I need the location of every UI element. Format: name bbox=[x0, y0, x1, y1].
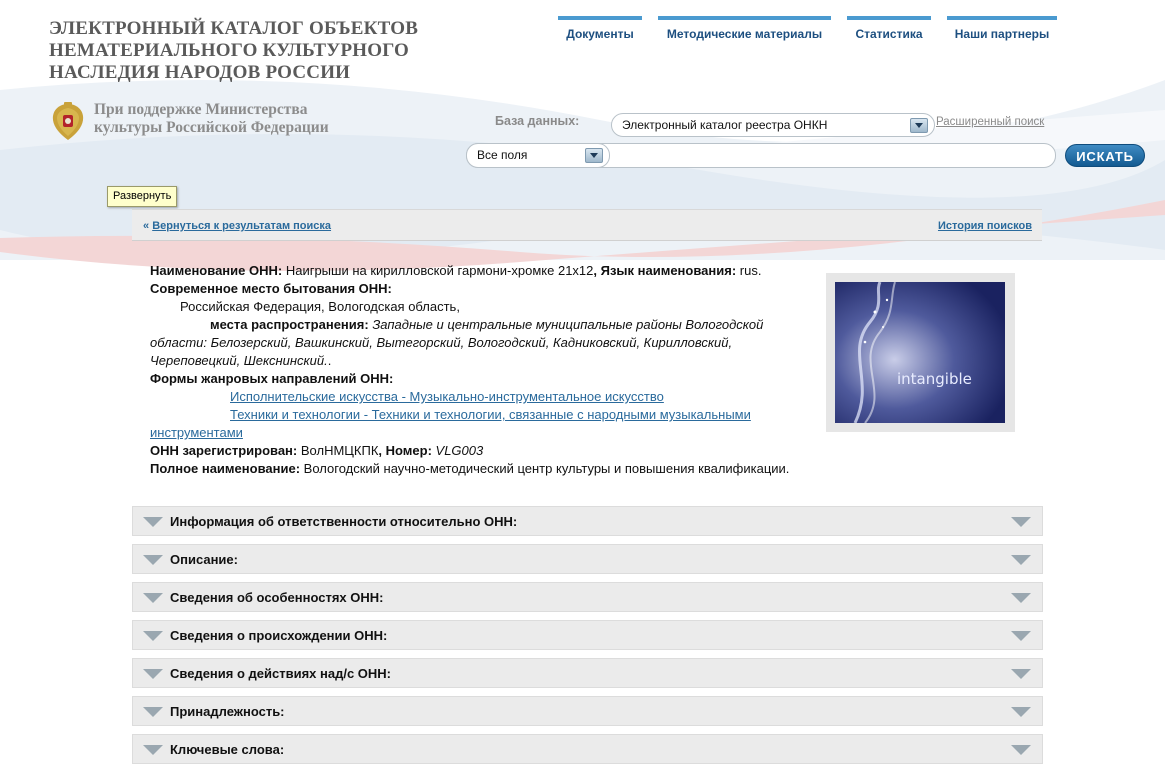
section-origin[interactable] bbox=[132, 620, 1043, 650]
intangible-thumbnail[interactable] bbox=[835, 282, 1005, 423]
spread-block bbox=[150, 317, 372, 332]
section-features[interactable] bbox=[132, 582, 1043, 612]
field-label: , Язык наименования: bbox=[593, 263, 737, 278]
expand-triangle-icon[interactable] bbox=[1011, 555, 1031, 565]
section-affiliation[interactable] bbox=[132, 696, 1043, 726]
record-number-value: VLG003 bbox=[435, 443, 484, 458]
expand-triangle-icon[interactable] bbox=[1011, 745, 1031, 755]
field-label: , Номер: bbox=[378, 443, 432, 458]
field-label: ОНН зарегистрирован: bbox=[150, 443, 298, 458]
expand-triangle-icon[interactable] bbox=[143, 593, 163, 603]
record-place-value: Российская Федерация, Вологодская область, bbox=[180, 299, 460, 314]
field-label: места распространения: bbox=[210, 317, 369, 332]
field-label bbox=[150, 370, 820, 388]
support-line: культуры Российской Федерации bbox=[94, 119, 329, 136]
expand-triangle-icon[interactable] bbox=[143, 517, 163, 527]
section-label: Информация об ответственности относительно ОНН: bbox=[170, 514, 518, 529]
section-label: Сведения о происхождении ОНН: bbox=[170, 628, 388, 643]
expand-triangle-icon[interactable] bbox=[143, 555, 163, 565]
section-label: Сведения об особенностях ОНН: bbox=[170, 590, 384, 605]
thumbnail-caption: intangible bbox=[897, 370, 972, 388]
record-thumbnail-frame bbox=[826, 273, 1015, 432]
expand-triangle-icon[interactable] bbox=[143, 745, 163, 755]
section-label: Описание: bbox=[170, 552, 238, 567]
genre-item bbox=[150, 406, 820, 442]
expand-triangle-icon[interactable] bbox=[143, 707, 163, 717]
record-fullname-value: Вологодский научно-методический центр культуры и повышения квалификации. bbox=[303, 461, 790, 476]
genre-item bbox=[150, 388, 820, 406]
genre-link[interactable]: Техники и технологии - Техники и технологии, связанные с народными музыкальными инструментами bbox=[150, 407, 751, 440]
support-text bbox=[94, 101, 354, 137]
nav-statistics[interactable]: Статистика bbox=[847, 16, 931, 44]
coat-of-arms-icon bbox=[50, 100, 86, 142]
search-field-select[interactable] bbox=[466, 143, 610, 168]
field-label: Современное место бытования ОНН: bbox=[150, 281, 392, 296]
site-title-line: ЭЛЕКТРОННЫЙ КАТАЛОГ ОБЪЕКТОВ bbox=[49, 18, 419, 39]
nav-partners[interactable]: Наши партнеры bbox=[947, 16, 1057, 44]
search-history-link[interactable]: История поисков bbox=[937, 220, 1032, 232]
record-language-value: rus. bbox=[739, 263, 762, 278]
ministry-support bbox=[50, 100, 354, 142]
field-label: Полное наименование: bbox=[150, 461, 301, 476]
record-spread-end: . bbox=[327, 353, 332, 368]
database-label: База данных: bbox=[495, 114, 580, 128]
site-title-line: НАСЛЕДИЯ НАРОДОВ РОССИИ bbox=[49, 62, 351, 83]
back-to-results bbox=[143, 220, 331, 232]
section-description[interactable] bbox=[132, 544, 1043, 574]
record-details bbox=[150, 262, 820, 478]
record-name-value: Наигрыши на кирилловской гармони-хромке 21x12 bbox=[285, 263, 594, 278]
record-registrar-value: ВолНМЦКПК bbox=[300, 443, 379, 458]
section-keywords[interactable] bbox=[132, 734, 1043, 764]
chevron-down-icon[interactable] bbox=[910, 118, 928, 133]
database-select[interactable] bbox=[611, 113, 935, 137]
record-spread-value: Западные и центральные муниципальные районы Вологодской области: Белозерский, Вашкинский, Вытегорский, Вологодский, Кадниковский, Кирилловский, Череповецкий, Шекснинский. bbox=[150, 317, 764, 368]
expand-triangle-icon[interactable] bbox=[1011, 631, 1031, 641]
results-navigation-bar bbox=[132, 209, 1042, 241]
section-label: Принадлежность: bbox=[170, 704, 285, 719]
record-registration-line bbox=[150, 442, 820, 460]
expand-tooltip: Развернуть bbox=[107, 186, 177, 207]
field-label: Наименование ОНН: bbox=[150, 263, 283, 278]
section-label: Сведения о действиях над/с ОНН: bbox=[170, 666, 391, 681]
expand-triangle-icon[interactable] bbox=[1011, 707, 1031, 717]
expand-triangle-icon[interactable] bbox=[1011, 669, 1031, 679]
expand-triangle-icon[interactable] bbox=[143, 631, 163, 641]
top-navigation bbox=[0, 16, 1165, 46]
site-title-line: НЕМАТЕРИАЛЬНОГО КУЛЬТУРНОГО bbox=[49, 40, 410, 61]
field-label bbox=[150, 280, 820, 298]
section-actions[interactable] bbox=[132, 658, 1043, 688]
database-select-value: Электронный каталог реестра ОНКН bbox=[622, 118, 828, 132]
section-responsibility[interactable] bbox=[132, 506, 1043, 536]
search-button[interactable]: ИСКАТЬ bbox=[1065, 144, 1145, 167]
genre-link[interactable]: Исполнительские искусства - Музыкально-инструментальное искусство bbox=[230, 389, 664, 404]
record-name-line bbox=[150, 262, 820, 280]
support-line: При поддержке Министерства bbox=[94, 101, 308, 118]
search-field-value: Все поля bbox=[477, 148, 528, 162]
expand-triangle-icon[interactable] bbox=[143, 669, 163, 679]
expand-triangle-icon[interactable] bbox=[1011, 517, 1031, 527]
field-label: Формы жанровых направлений ОНН: bbox=[150, 371, 394, 386]
chevron-down-icon[interactable] bbox=[585, 148, 603, 163]
expand-triangle-icon[interactable] bbox=[1011, 593, 1031, 603]
nav-documents[interactable]: Документы bbox=[558, 16, 642, 44]
advanced-search-link[interactable]: Расширенный поиск bbox=[936, 116, 1045, 128]
back-to-results-link[interactable]: Вернуться к результатам поиска bbox=[152, 220, 332, 232]
nav-methodical-materials[interactable]: Методические материалы bbox=[658, 16, 831, 44]
record-fullname-line bbox=[150, 460, 820, 478]
section-label: Ключевые слова: bbox=[170, 742, 285, 757]
back-arrow-icon: « bbox=[143, 220, 150, 232]
